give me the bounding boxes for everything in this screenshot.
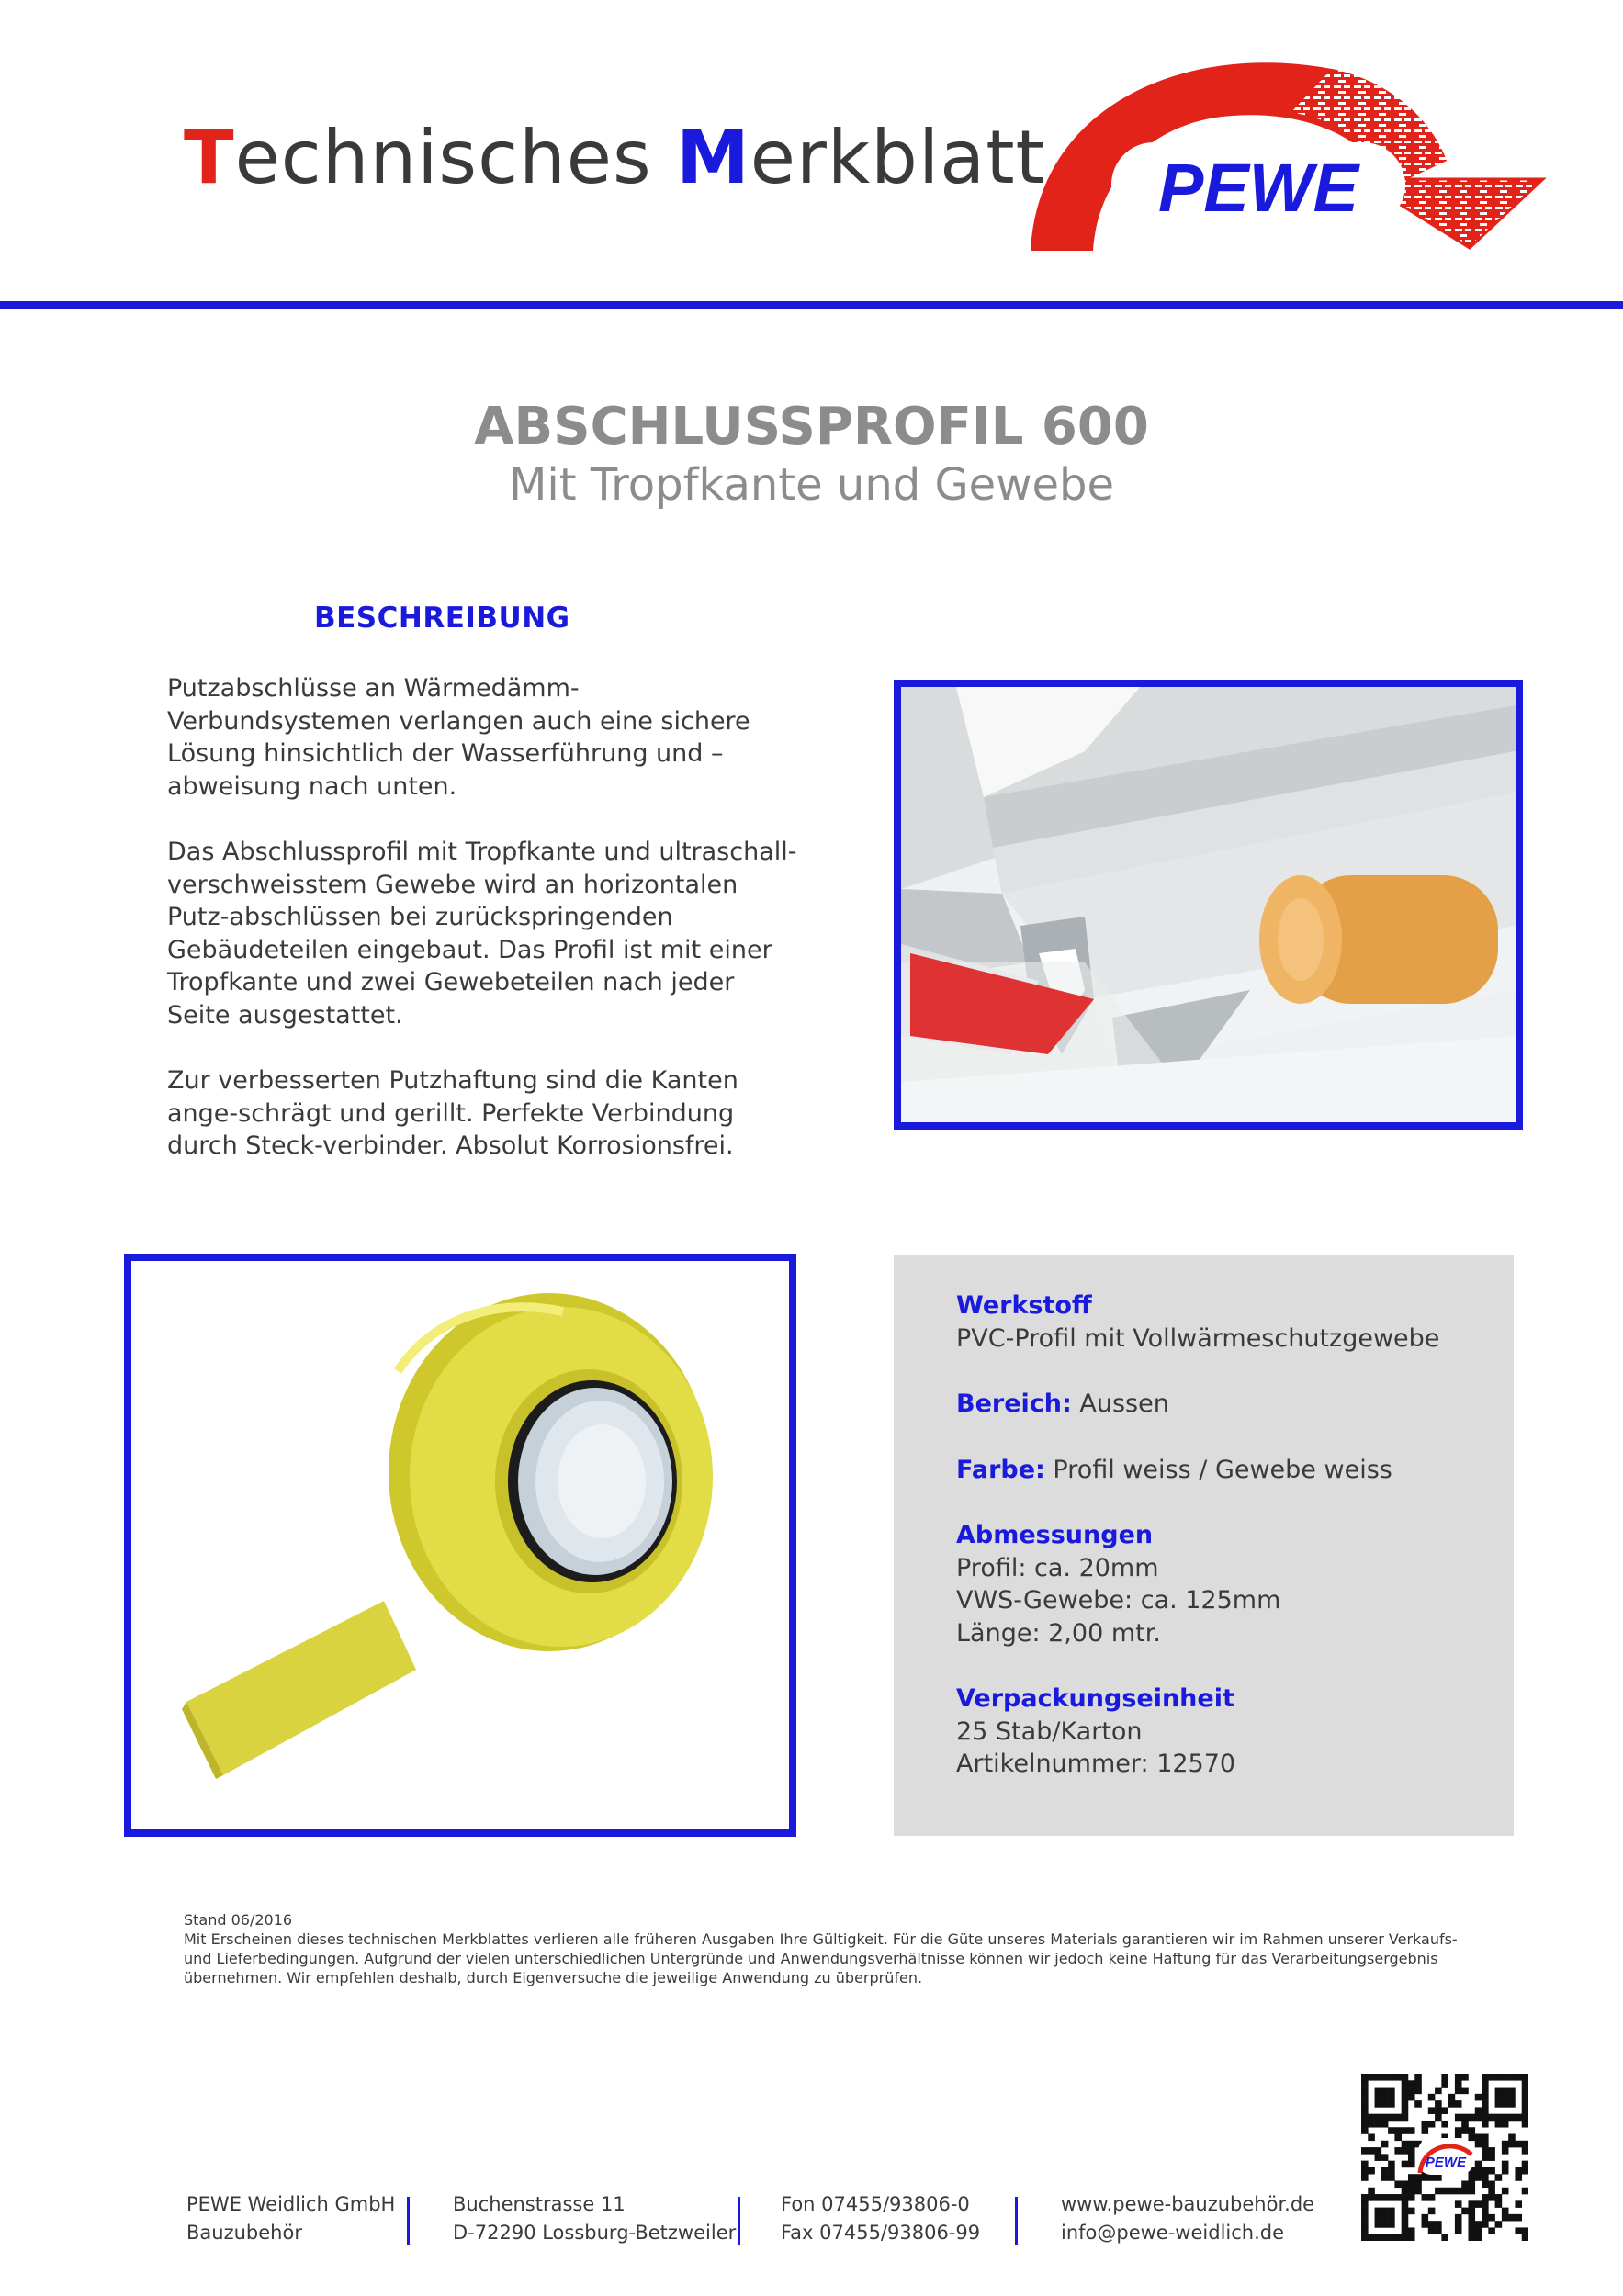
footer-separator [738, 2197, 740, 2245]
spec-value: Länge: 2,00 mtr. [956, 1618, 1161, 1648]
spec-value: 25 Stab/Karton [956, 1716, 1143, 1746]
footer-phone: Fon 07455/93806-0 Fax 07455/93806-99 [781, 2193, 981, 2244]
description-text [167, 672, 801, 1196]
spec-label: Bereich: [956, 1390, 1072, 1418]
spec-label: Verpackungseinheit [956, 1684, 1234, 1713]
spec-value: Profil: ca. 20mm [956, 1553, 1159, 1582]
disclaimer-line: übernehmen. Wir empfehlen deshalb, durch Eigenversuche die jeweilige Anwendung zu überprüfen. [184, 1969, 923, 1986]
qr-logo-text: PEWE [1425, 2155, 1467, 2170]
footer-web [1061, 2190, 1314, 2247]
disclaimer-line: und Lieferbedingungen. Aufgrund der vielen unterschiedlichen Untergründe und Anwendungsverhältnisse können wir jedoch keine Haftung für das Verarbeitungsergebnis [184, 1950, 1438, 1967]
tape-roll-illustration [131, 1261, 789, 1829]
profile-illustration [901, 687, 1516, 1122]
header-rule [0, 301, 1623, 309]
website-link[interactable]: www.pewe-bauzubehör.de [1061, 2193, 1315, 2215]
footer-separator [407, 2197, 410, 2245]
footer-company: PEWE Weidlich GmbH Bauzubehör [186, 2193, 396, 2244]
spec-value: Profil weiss / Gewebe weiss [1044, 1455, 1392, 1484]
description-paragraph: Putzabschlüsse an Wärmedämm-Verbundsystemen verlangen auch eine sichere Lösung hinsichtlich der Wasserführung und –abweisung nach unten. [167, 674, 750, 801]
specs-panel [894, 1255, 1514, 1836]
spec-farbe [956, 1454, 1498, 1487]
spec-value: Aussen [1071, 1390, 1169, 1418]
email-link[interactable]: info@pewe-weidlich.de [1061, 2222, 1285, 2244]
stand-date: Stand 06/2016 [184, 1911, 293, 1929]
footer-separator [1015, 2197, 1018, 2245]
spec-value: PVC-Profil mit Vollwärmeschutzgewebe [956, 1323, 1440, 1353]
spec-verpackung [956, 1683, 1498, 1781]
spec-label: Farbe: [956, 1455, 1045, 1484]
logo-text: PEWE [1158, 150, 1358, 226]
disclaimer-line: Mit Erscheinen dieses technischen Merkblattes verlieren alle früheren Ausgaben Ihre Gültigkeit. Für die Güte unseres Materials garantieren wir im Rahmen unserer Verkaufs- [184, 1930, 1458, 1948]
spec-value: VWS-Gewebe: ca. 125mm [956, 1586, 1281, 1615]
spec-abmessungen [956, 1519, 1498, 1649]
description-paragraph: Das Abschlussprofil mit Tropfkante und ultraschall-verschweisstem Gewebe wird an horizontalen Putz-abschlüssen bei zurückspringenden Gebäudeteilen eingebaut. Das Profil ist mit einer Tropfkante und zwei Gewebeteilen nach jeder Seite ausgestattet. [167, 838, 797, 1030]
pewe-logo [1029, 51, 1552, 262]
profile-image-frame [894, 680, 1523, 1130]
specs-list [956, 1289, 1498, 1814]
spec-label: Abmessungen [956, 1521, 1154, 1549]
spec-label: Werkstoff [956, 1291, 1092, 1320]
qr-code [1361, 2074, 1528, 2241]
description-heading: BESCHREIBUNG [314, 602, 570, 635]
document-title: Technisches Merkblatt [184, 115, 1045, 200]
footer-address: Buchenstrasse 11 D-72290 Lossburg-Betzweiler [453, 2193, 737, 2244]
spec-value: Artikelnummer: 12570 [956, 1750, 1236, 1778]
disclaimer [184, 1910, 1511, 1987]
spec-bereich [956, 1388, 1498, 1421]
tape-image-frame [124, 1254, 796, 1837]
description-paragraph: Zur verbesserten Putzhaftung sind die Kanten ange-schrägt und gerillt. Perfekte Verbindung durch Steck-verbinder. Absolut Korrosionsfrei. [167, 1066, 738, 1160]
product-subtitle: Mit Tropfkante und Gewebe [509, 459, 1114, 511]
product-title: ABSCHLUSSPROFIL 600 [474, 397, 1149, 456]
spec-werkstoff [956, 1289, 1498, 1355]
